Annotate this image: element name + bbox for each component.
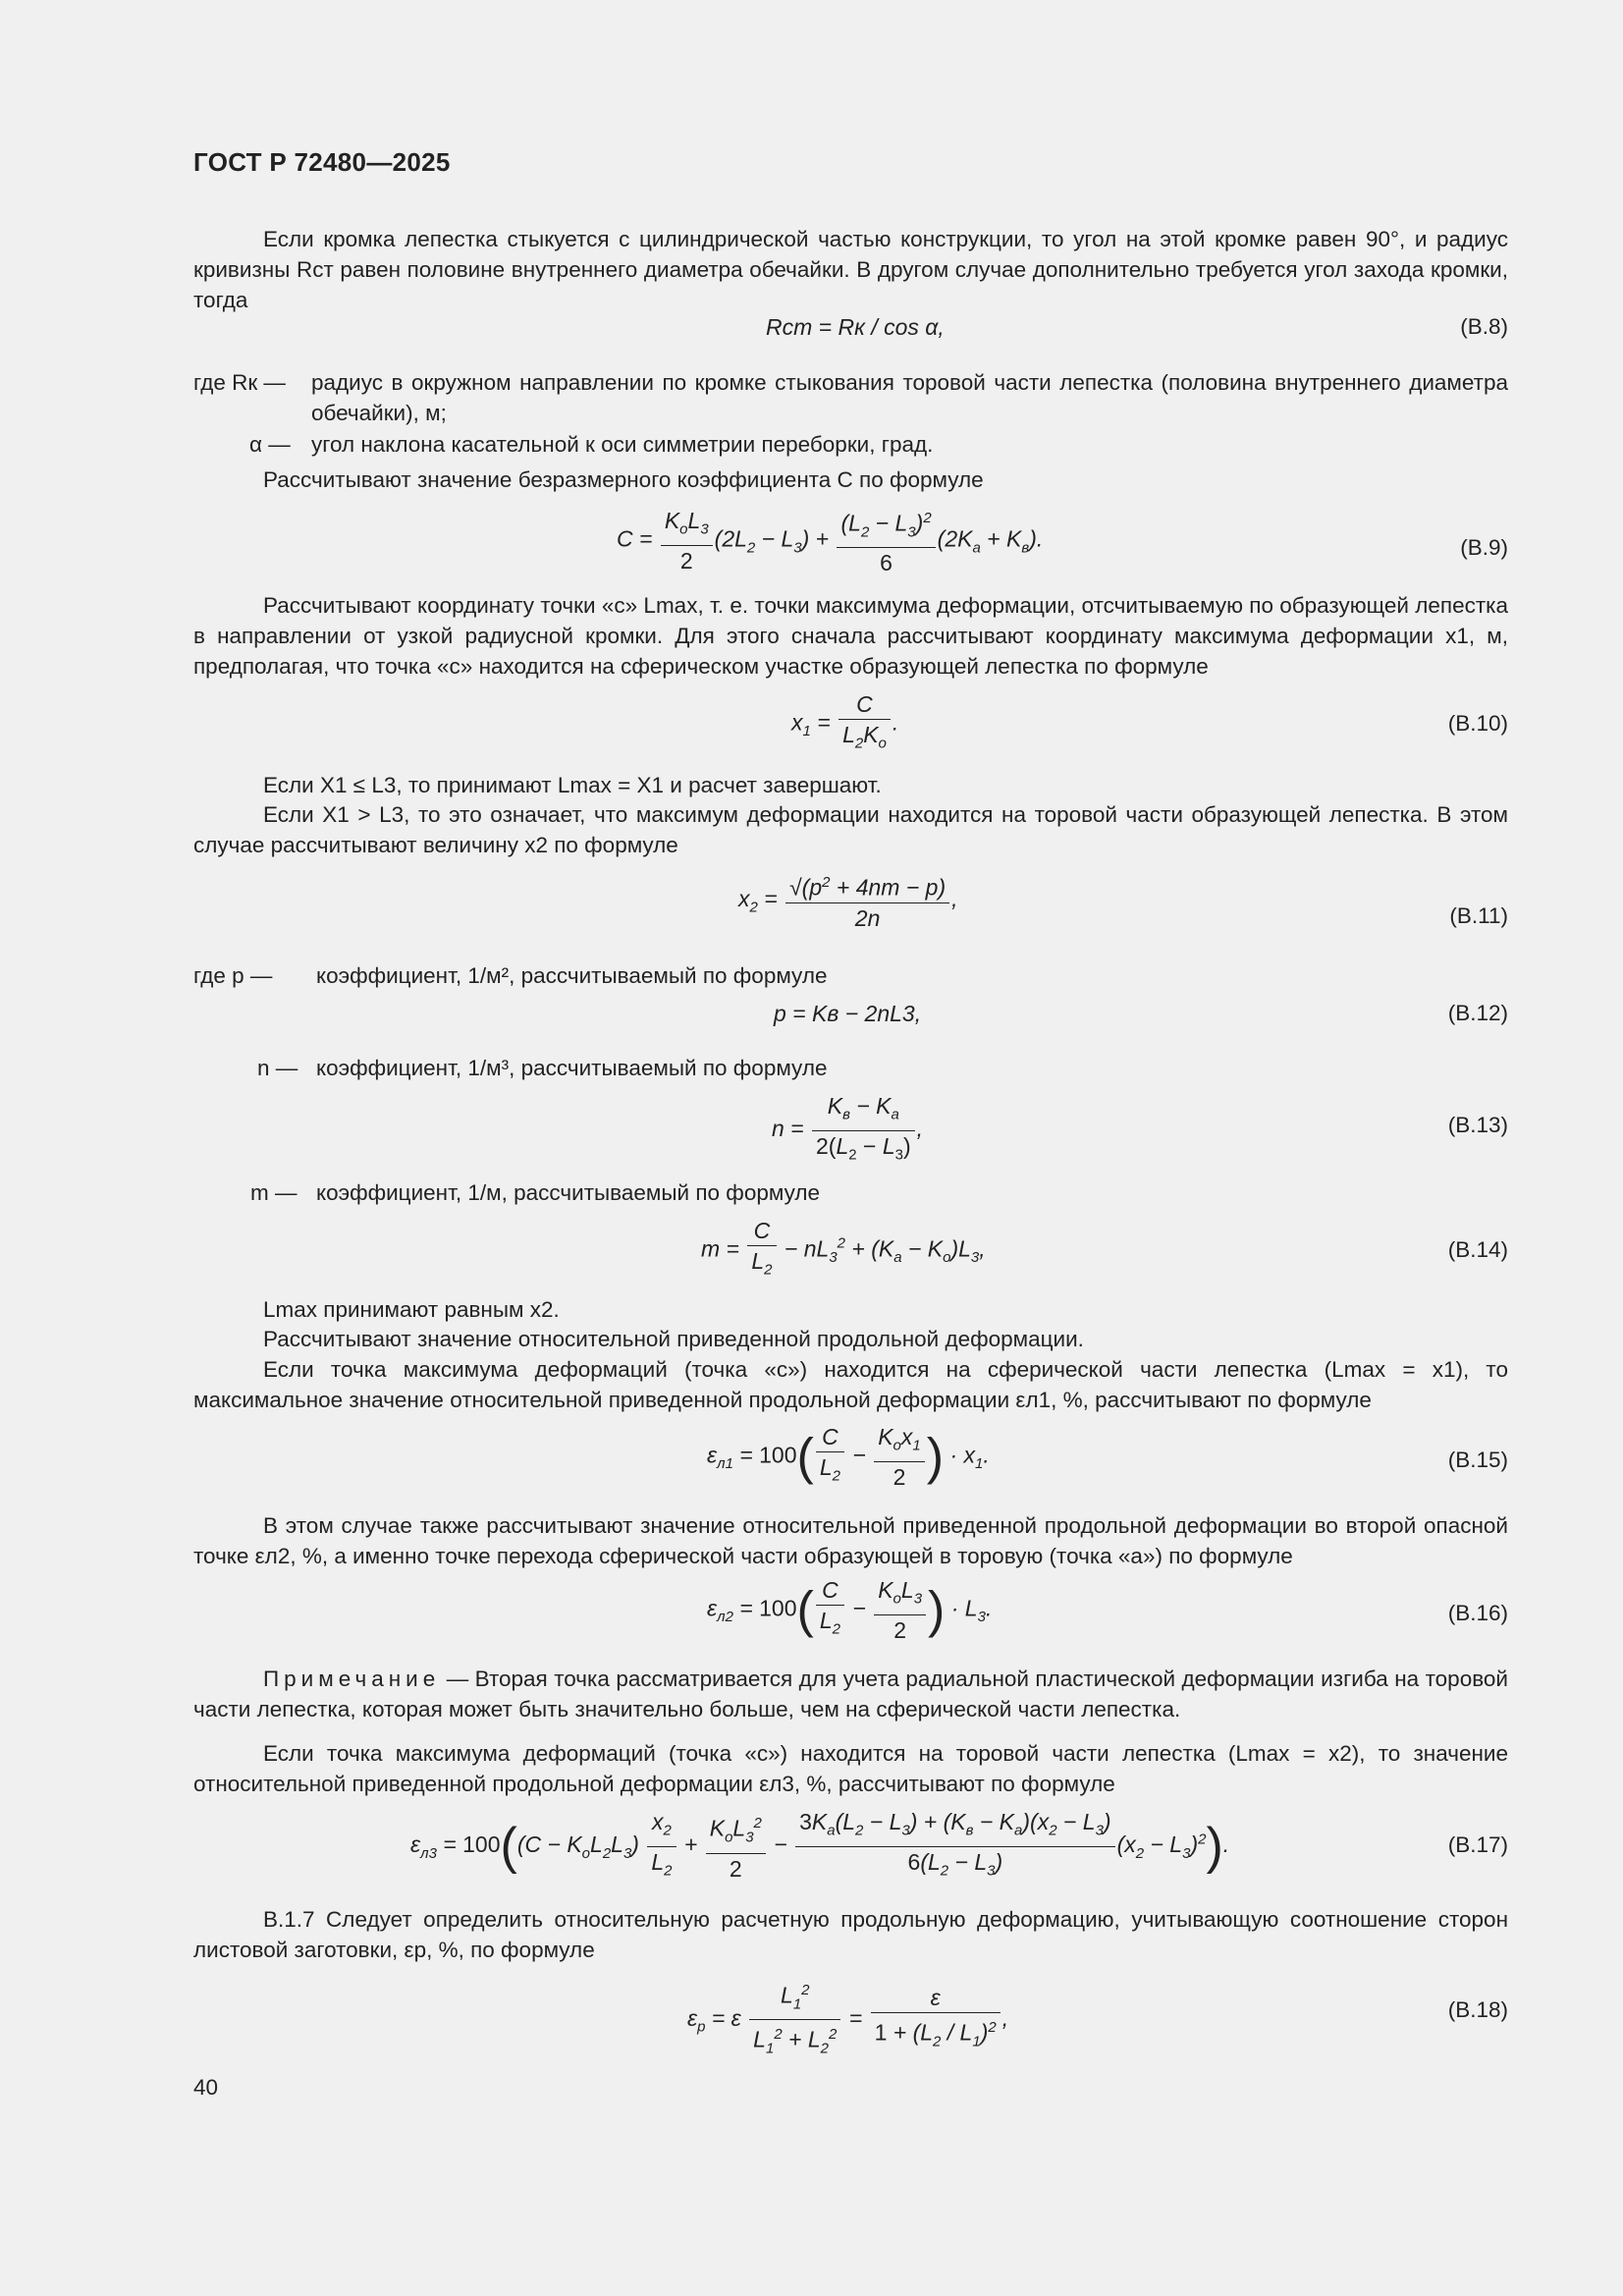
formula-number: (В.13) <box>1447 1113 1508 1137</box>
formula-number: (В.11) <box>1449 903 1508 928</box>
where-label-p: где p — <box>193 963 273 988</box>
formula-number: (В.16) <box>1447 1601 1508 1625</box>
paragraph-8: Если точка максимума деформаций (точка «c») находится на сферической части лепестка (Lmax = x1), то максимальное значение относительной приведенной продольной деформации εл1, %, рассчитывают по формуле <box>193 1357 1508 1412</box>
paragraph-4: Если X1 ≤ L3, то принимают Lmax = X1 и расчет завершают. <box>263 773 882 797</box>
note <box>193 1664 1508 1724</box>
paragraph-6: Lmax принимают равным x2. <box>263 1297 560 1322</box>
formula-number: (В.18) <box>1447 1997 1508 2022</box>
where-text-2: угол наклона касательной к оси симметрии переборки, град. <box>311 432 934 457</box>
where-label-m: m — <box>250 1180 298 1205</box>
formula-number: (В.17) <box>1447 1832 1508 1857</box>
paragraph-9: В этом случае также рассчитывают значение относительной приведенной продольной деформации во второй опасной точке εл2, %, а именно точке перехода сферической части образующей в торовую (точка «a») по формуле <box>193 1513 1508 1568</box>
where-label-2: α — <box>249 432 291 457</box>
where-text-p: коэффициент, 1/м², рассчитываемый по формуле <box>316 963 828 988</box>
note-label: Примечание <box>263 1667 441 1691</box>
formula-number: (В.15) <box>1447 1448 1508 1472</box>
where-text-n: коэффициент, 1/м³, рассчитываемый по формуле <box>316 1056 828 1080</box>
paragraph-3: Рассчитывают координату точки «c» Lmax, т. е. точки максимума деформации, отсчитываемую по образующей лепестка в направлении от узкой радиусной кромки. Для этого сначала рассчитывают координату максимума деформации x1, м, предполагая, что точка «c» находится на сферическом участке образующей лепестка по формуле <box>193 593 1508 679</box>
paragraph-1: Если кромка лепестка стыкуется с цилиндрической частью конструкции, то угол на этой кромке равен 90°, и радиус кривизны Rст равен половине внутреннего диаметра обечайки. В другом случае дополнительно требуется угол захода кромки, тогда <box>193 227 1508 312</box>
where-label-n: n — <box>257 1056 298 1080</box>
paragraph-10: Если точка максимума деформаций (точка «c») находится на торовой части лепестка (Lmax = x2), то значение относительной приведенной продольной деформации εл3, %, рассчитывают по формуле <box>193 1741 1508 1796</box>
formula-number: (В.9) <box>1460 535 1508 560</box>
paragraph-2: Рассчитывают значение безразмерного коэффициента C по формуле <box>263 467 984 492</box>
note-text: — Вторая точка рассматривается для учета радиальной пластической деформации изгиба на торовой части лепестка, которая может быть значительно больше, чем на сферической части лепестка. <box>193 1667 1508 1722</box>
paragraph-7: Рассчитывают значение относительной приведенной продольной деформации. <box>263 1327 1084 1351</box>
formula-number: (В.8) <box>1460 314 1508 339</box>
page-number: 40 <box>193 2075 219 2100</box>
paragraph-5: Если X1 > L3, то это означает, что максимум деформации находится на торовой части образующей лепестка. В этом случае рассчитывают величину x2 по формуле <box>193 802 1508 857</box>
formula-number: (В.12) <box>1447 1001 1508 1025</box>
document-page: ГОСТ Р 72480—2025 Если кромка лепестка стыкуется с цилиндрической частью конструкции, то угол на этой кромке равен 90°, и радиус кривизны Rст равен половине внутреннего диаметра обечайки. В другом случае дополнительно требуется угол захода кромки, тогда Rст = Rк / cos α, (В.8) где Rк — радиус в окружном направлении по кромке стыкования торовой части лепестка (половина внутреннего диаметра обечайки), м; α — угол наклона касательной к оси симметрии переборки, град. Рассчитывают значение безразмерного коэффициента C по формуле C = $\frac{K_oL_3}{2}$ $(2L_2 - L_3)$ + $\frac{(L_2 - L_3)^2}{6}$ $(2K_a + K_в)$. (В.9) Рассчитывают координату точки «c» Lmax, т. е. точки максимума деформации, отсчитываемую по образующей лепестка в направлении от узкой радиусной кромки. Для этого сначала рассчитывают координату максимума деформации x1, м, предполагая, что точка «c» находится на сферическом участке образующей лепестка по формуле $x_1$ = $\frac{C}{L_2K_o}$ . (В.10) Если X1 ≤ L3, то принимают Lmax = X1 и расчет завершают. Если X1 > L3, то это означает, что максимум деформации находится на торовой части образующей лепестка. В этом случае рассчитывают величину x2 по формуле $x_2$ = $\frac{√(p^2 + 4nm - p)}{2n}$ , (В.11) где p — коэффициент, 1/м², рассчитываемый по формуле p = Kв − 2nL3, (В.12) n — коэффициент, 1/м³, рассчитываемый по формуле n = $\frac{K_в - K_a}{2(L_2 - L_3)}$ , (В.13) m — коэффициент, 1/м, рассчитываемый по формуле m = $\frac{C}{L_2}$ − $nL_3^2 + (K_a - K_o)L_3$, (В.14) Lmax принимают равным x2. Рассчитывают значение относительной приведенной продольной деформации. Если точка максимума деформаций (точка «c») находится на сферической части лепестка (Lmax = x1), то максимальное значение относительной приведенной продольной деформации εл1, %, рассчитывают по формуле $\varepsilon_{л1} = 100$( $\frac{C}{L_2}$ − $\frac{K_ox_1}{2}$ ) · $x_1$. (В.15) В этом случае также рассчитывают значение относительной приведенной продольной деформации во второй опасной точке εл2, %, а именно точке перехода сферической части образующей в торовую (точка «a») по формуле $\varepsilon_{л2} = 100$( $\frac{C}{L_2}$ − $\frac{K_oL_3}{2}$ ) · $L_3$. (В.16) Примечание — Вторая точка рассматривается для учета радиальной пластической деформации изгиба на торовой части лепестка, которая может быть значительно больше, чем на сферической части лепестка. Если точка максимума деформаций (точка «c») находится на торовой части лепестка (Lmax = x2), то значение относительной приведенной продольной деформации εл3, %, рассчитывают по формуле $\varepsilon_{л3} = 100((C - K_oL_2L_3)$ $\frac{x_2}{L_2}$ + $\frac{K_oL_3^2}{2}$ − $\frac{3K_a(L_2 - L_3) + (K_в - K_a)(x_2 - L_3)}{6(L_2 - L_3)}$ $(x_2 - L_3)^2$). (В.17) В.1.7 Следует определить относительную расчетную продольную деформацию, учитывающую соотношение сторон листовой заготовки, εp, %, по формуле $\varepsilon_p = \varepsilon$ $\frac{L_1^2}{L_1^2 + L_2^2}$ = $\frac{\varepsilon}{1 + (L_2 / L_1)^2}$ , (В.18) 40 <box>193 147 1508 2100</box>
where-text-1: радиус в окружном направлении по кромке стыкования торовой части лепестка (половина внутреннего диаметра обечайки), м; <box>311 370 1508 425</box>
document-header: ГОСТ Р 72480—2025 <box>193 147 451 177</box>
formula-number: (В.14) <box>1447 1237 1508 1262</box>
where-label-1: где Rк — <box>193 370 286 395</box>
formula-number: (В.10) <box>1447 711 1508 736</box>
where-text-m: коэффициент, 1/м, рассчитываемый по формуле <box>316 1180 820 1205</box>
paragraph-11: В.1.7 Следует определить относительную расчетную продольную деформацию, учитывающую соотношение сторон листовой заготовки, εp, %, по формуле <box>193 1907 1508 1962</box>
